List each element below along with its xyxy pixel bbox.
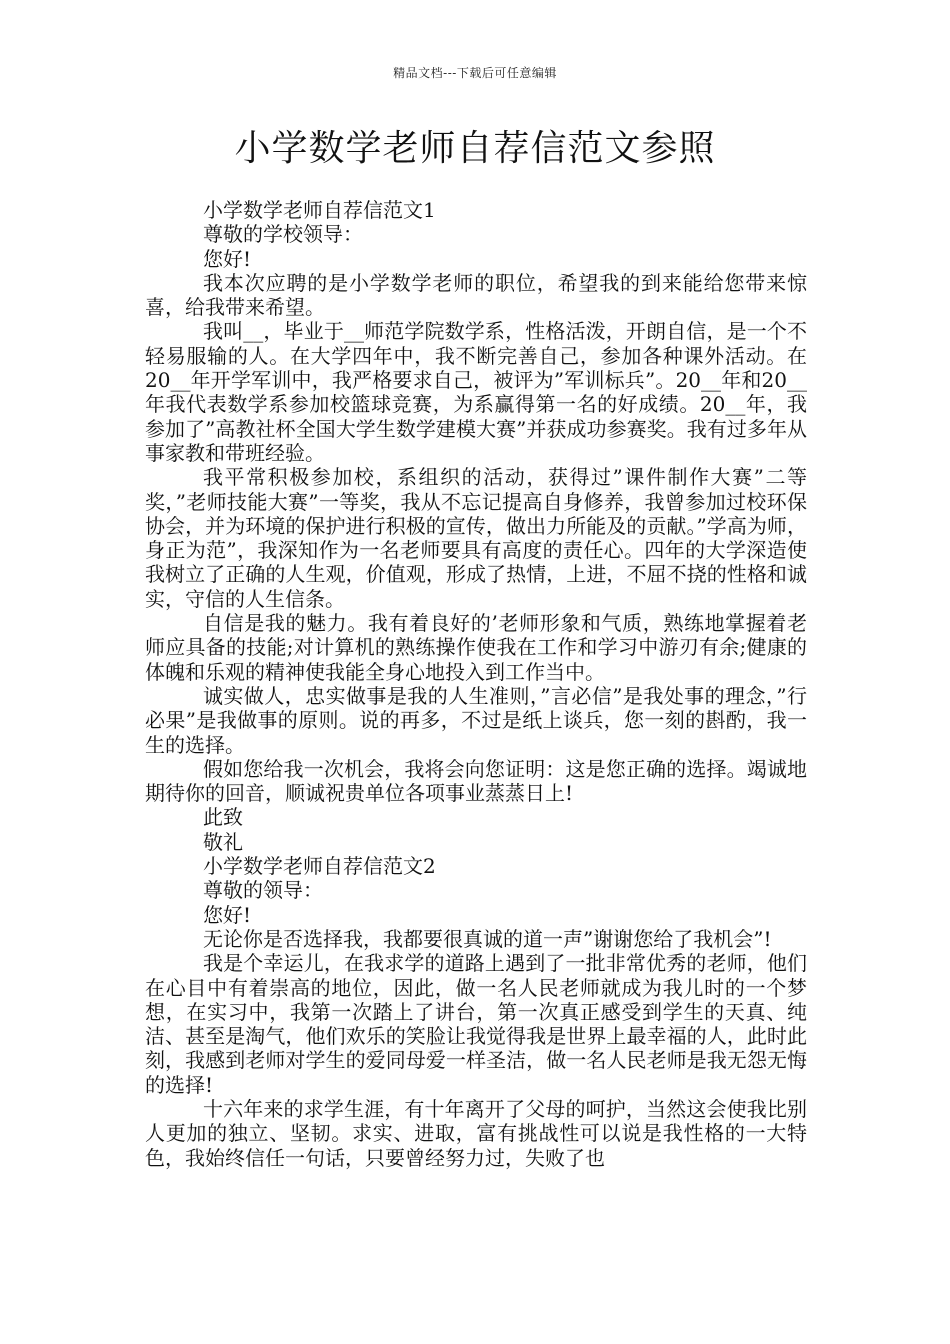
paragraph: 自信是我的魅力。我有着良好的’老师形象和气质，熟练地掌握着老师应具备的技能;对计算机的熟练操作使我在工作和学习中游刃有余;健康的体魄和乐观的精神使我能全身心地投入到工作当中。 [145,611,807,684]
paragraph: 十六年来的求学生涯，有十年离开了父母的呵护，当然这会使我比别人更加的独立、坚韧。求实、进取，富有挑战性可以说是我性格的一大特色，我始终信任一句话，只要曾经努力过，失败了也 [145,1096,807,1170]
section-heading-2: 小学数学老师自荐信范文2 [203,854,436,879]
salutation-1: 尊敬的学校领导： [203,222,363,247]
header-note: 精品文档---下载后可任意编辑 [393,66,557,80]
document-title: 小学数学老师自荐信范文参照 [234,128,716,169]
paragraph: 假如您给我一次机会，我将会向您证明：这是您正确的选择。竭诚地期待你的回音，顺诚祝贵单位各项事业蒸蒸日上! [145,756,807,806]
paragraph: 我是个幸运儿，在我求学的道路上遇到了一批非常优秀的老师，他们在心目中有着崇高的地位，因此，做一名人民老师就成为我儿时的一个梦想，在实习中，我第一次踏上了讲台，第一次真正感受到学生的天真、纯洁、甚至是淘气，他们欢乐的笑脸让我觉得我是世界上最幸福的人，此时此刻，我感到老师对学生的爱同母爱一样圣洁，做一名人民老师是我无怨无悔的选择! [145,951,807,1097]
paragraph: 我本次应聘的是小学数学老师的职位，希望我的到来能给您带来惊喜，给我带来希望。 [145,270,807,320]
paragraph: 无论你是否选择我，我都要很真诚的道一声”谢谢您给了我机会”! [203,926,772,951]
salutation-2: 尊敬的领导： [203,878,323,903]
greeting-1: 您好! [203,246,252,271]
closing-line: 敬礼 [203,829,243,854]
paragraph: 我平常积极参加校，系组织的活动，获得过”课件制作大赛”二等奖，”老师技能大赛”一等奖，我从不忘记提高自身修养，我曾参加过校环保协会，并为环境的保护进行积极的宣传，做出力所能及的贡献。”学高为师，身正为范”，我深知作为一名老师要具有高度的责任心。四年的大学深造使我树立了正确的人生观，价值观，形成了热情，上进，不屈不挠的性格和诚实，守信的人生信条。 [145,465,807,611]
paragraph: 诚实做人，忠实做事是我的人生准则，”言必信”是我处事的理念，”行必果”是我做事的原则。说的再多，不过是纸上谈兵，您一刻的斟酌，我一生的选择。 [145,683,807,757]
closing-line: 此致 [203,805,243,830]
greeting-2: 您好! [203,902,252,927]
document-body [145,198,807,1170]
section-heading-1: 小学数学老师自荐信范文1 [203,198,436,222]
paragraph: 我叫__，毕业于__师范学院数学系，性格活泼，开朗自信，是一个不轻易服输的人。在大学四年中，我不断完善自己，参加各种课外活动。在20__年开学军训中，我严格要求自己，被评为”军训标兵”。20__年和20__年我代表数学系参加校篮球竞赛，为系赢得第一名的好成绩。20__年，我参加了”高教社杯全国大学生数学建模大赛”并获成功参赛奖。我有过多年从事家教和带班经验。 [145,319,807,465]
